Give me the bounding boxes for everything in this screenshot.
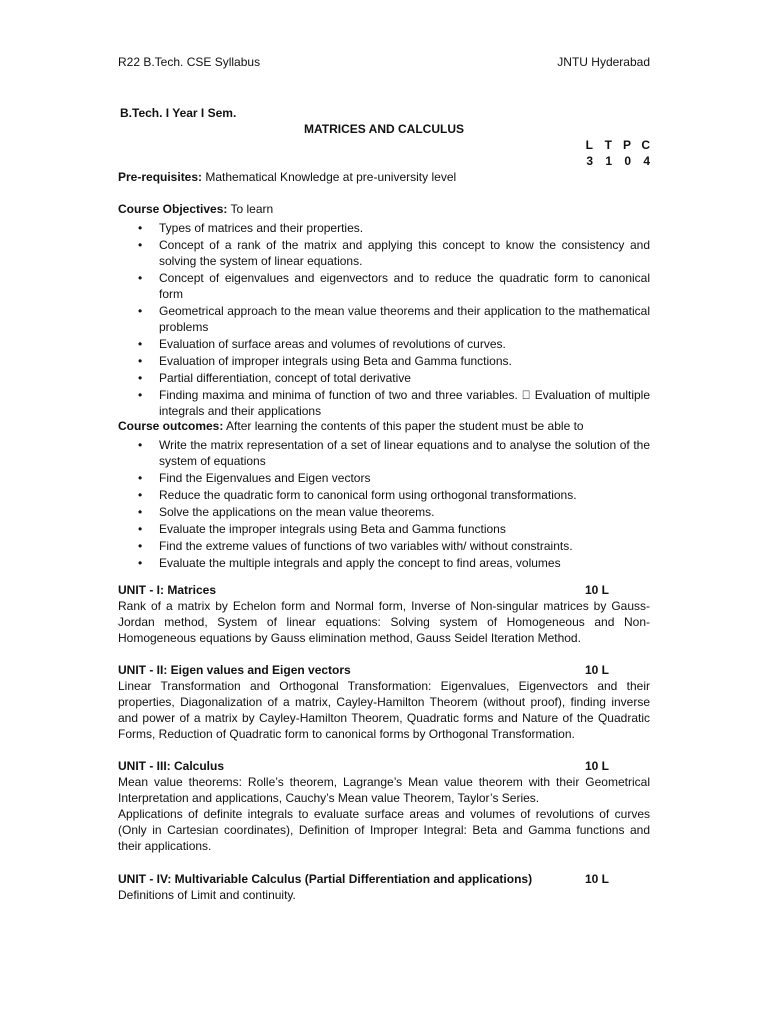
unit-description: Rank of a matrix by Echelon form and Normal form, Inverse of Non-singular matrices by Gauss-Jordan method, System of linear equations: Solving system of Homogeneous and Non-Homogeneous equations by Gauss elimination method, Gauss Seidel Iteration Method. xyxy=(118,599,650,645)
ltpc-value-c: 4 xyxy=(643,154,650,168)
unit-2 xyxy=(118,662,650,742)
list-item: • Evaluate the multiple integrals and apply the concept to find areas, volumes xyxy=(118,555,650,571)
course-outcomes xyxy=(118,418,650,572)
objectives-intro: To learn xyxy=(227,202,274,216)
ltpc-labels xyxy=(574,137,650,153)
ltpc-value-t: 1 xyxy=(605,154,612,168)
list-item: • Write the matrix representation of a set of linear equations and to analyse the solution of the system of equations xyxy=(118,437,650,469)
ltpc-label-l: L xyxy=(585,138,593,152)
unit-heading xyxy=(118,582,650,598)
list-item: • Concept of a rank of the matrix and applying this concept to know the consistency and solving the system of linear equations. xyxy=(118,237,650,269)
unit-heading xyxy=(118,758,650,774)
ltpc-label-p: P xyxy=(622,138,631,152)
unit-title: UNIT - II: Eigen values and Eigen vectors xyxy=(118,663,351,677)
list-item: • Evaluate the improper integrals using Beta and Gamma functions xyxy=(118,521,650,537)
list-item: • Find the Eigenvalues and Eigen vectors xyxy=(118,470,650,486)
unit-description: Applications of definite integrals to evaluate surface areas and volumes of revolutions of curves (Only in Cartesian coordinates), Definition of Improper Integral: Beta and Gamma functions and their applications. xyxy=(118,807,650,853)
ltpc-values xyxy=(574,153,650,169)
list-item: • Evaluation of surface areas and volumes of revolutions of curves. xyxy=(118,336,650,352)
objectives-label: Course Objectives: xyxy=(118,202,228,216)
ltpc-label-t: T xyxy=(604,138,612,152)
ltpc-value-l: 3 xyxy=(586,154,593,168)
list-item: • Concept of eigenvalues and eigenvectors and to reduce the quadratic form to canonical form xyxy=(118,270,650,302)
list-item: • Finding maxima and minima of function of two and three variables. Evaluation of multiple integrals and their applications xyxy=(118,387,650,419)
outcomes-intro: After learning the contents of this paper the student must be able to xyxy=(223,419,584,433)
unit-title: UNIT - IV: Multivariable Calculus (Partial Differentiation and applications) xyxy=(118,872,533,886)
unit-hours: 10 L xyxy=(585,759,610,773)
year-semester: B.Tech. I Year I Sem. xyxy=(120,106,237,120)
ltpc-value-p: 0 xyxy=(624,154,631,168)
unit-heading xyxy=(118,662,650,678)
prerequisites-label: Pre-requisites: xyxy=(118,170,203,184)
outcomes-label: Course outcomes: xyxy=(118,419,224,433)
unit-hours: 10 L xyxy=(585,583,610,597)
list-item: • Solve the applications on the mean value theorems. xyxy=(118,504,650,520)
course-title: MATRICES AND CALCULUS xyxy=(304,122,464,136)
unit-title: UNIT - I: Matrices xyxy=(118,583,217,597)
ltpc-table xyxy=(574,137,650,169)
prerequisites xyxy=(118,169,650,185)
unit-hours: 10 L xyxy=(585,663,610,677)
unit-description: Mean value theorems: Rolle’s theorem, Lagrange’s Mean value theorem with their Geometrical Interpretation and applications, Cauchy’s Mean value Theorem, Taylor’s Series. xyxy=(118,775,650,805)
unit-title: UNIT - III: Calculus xyxy=(118,759,225,773)
unit-3 xyxy=(118,758,650,854)
list-item: • Find the extreme values of functions of two variables with/ without constraints. xyxy=(118,538,650,554)
unit-4 xyxy=(118,871,650,903)
list-item: • Reduce the quadratic form to canonical form using orthogonal transformations. xyxy=(118,487,650,503)
prerequisites-text: Mathematical Knowledge at pre-university level xyxy=(202,170,457,184)
list-item: • Geometrical approach to the mean value theorems and their application to the mathematical problems xyxy=(118,303,650,335)
unit-description: Linear Transformation and Orthogonal Transformation: Eigenvalues, Eigenvectors and their properties, Diagonalization of a matrix, Cayley-Hamilton Theorem (without proof), finding inverse and power of a matrix by Cayley-Hamilton Theorem, Quadratic forms and Nature of the Quadratic Forms, Reduction of Quadratic form to canonical forms by Orthogonal Transformation. xyxy=(118,679,650,741)
outcomes-list xyxy=(118,437,650,571)
header-left: R22 B.Tech. CSE Syllabus xyxy=(118,55,261,69)
unit-1 xyxy=(118,582,650,646)
list-item: • Partial differentiation, concept of total derivative xyxy=(118,370,650,386)
unit-heading xyxy=(118,871,650,887)
unit-hours: 10 L xyxy=(585,872,610,886)
ltpc-label-c: C xyxy=(641,138,650,152)
list-item: • Types of matrices and their properties. xyxy=(118,220,650,236)
header-right: JNTU Hyderabad xyxy=(557,55,650,69)
course-objectives xyxy=(118,201,650,420)
list-item: • Evaluation of improper integrals using Beta and Gamma functions. xyxy=(118,353,650,369)
unit-description: Definitions of Limit and continuity. xyxy=(118,888,296,902)
objectives-list xyxy=(118,220,650,419)
